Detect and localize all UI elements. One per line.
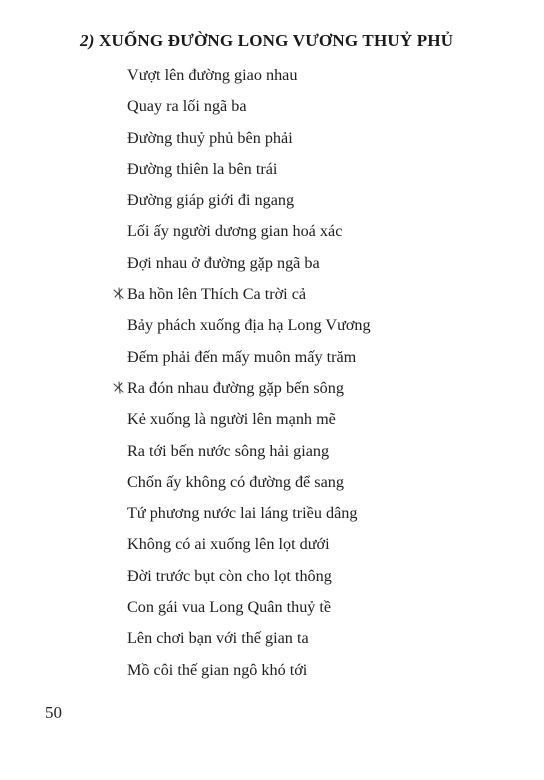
verse-line <box>127 596 507 627</box>
verse-line <box>127 408 507 439</box>
verse-list <box>127 64 507 690</box>
verse-line <box>127 627 507 658</box>
verse-text: Quay ra lối ngã ba <box>127 97 247 116</box>
verse-text: Vượt lên đường giao nhau <box>127 66 298 84</box>
verse-text: Đời trước bụt còn cho lọt thông <box>127 566 332 585</box>
verse-line <box>127 64 507 95</box>
verse-text: Đường giáp giới đi ngang <box>127 191 295 210</box>
verse-text: Đếm phải đến mấy muôn mấy trăm <box>127 347 357 366</box>
page-number: 50 <box>45 703 62 722</box>
verse-line <box>127 95 507 126</box>
verse-line <box>127 565 507 596</box>
verse-line <box>127 533 507 564</box>
verse-text: Tứ phương nước lai láng triều dâng <box>127 504 358 523</box>
handwritten-mark-icon <box>113 286 125 300</box>
verse-text: Lối ấy người dương gian hoá xác <box>127 222 343 241</box>
verse-text: Chốn ấy không có đường để sang <box>127 472 344 491</box>
verse-text: Ra đón nhau đường gặp bến sông <box>127 378 344 397</box>
verse-text: Ba hồn lên Thích Ca trời cả <box>127 285 307 304</box>
verse-text: Kẻ xuống là người lên mạnh mẽ <box>127 410 336 429</box>
handwritten-mark-icon <box>113 380 125 394</box>
verse-text: Mồ côi thế gian ngô khó tới <box>127 660 308 679</box>
verse-text: Không có ai xuống lên lọt dưới <box>127 535 330 554</box>
verse-line <box>127 283 507 314</box>
verse-text: Đợi nhau ở đường gặp ngã ba <box>127 253 320 272</box>
verse-text: Ra tới bến nước sông hải giang <box>127 441 330 460</box>
section-title: XUỐNG ĐƯỜNG LONG VƯƠNG THUỶ PHỦ <box>99 31 454 50</box>
verse-line <box>127 377 507 408</box>
verse-text: Đường thiên la bên trái <box>127 159 278 178</box>
verse-text: Đường thuỷ phủ bên phải <box>127 128 293 147</box>
verse-text: Bảy phách xuống địa hạ Long Vương <box>127 316 371 335</box>
verse-line <box>127 314 507 345</box>
verse-line <box>127 127 507 158</box>
verse-line <box>127 440 507 471</box>
verse-text: Con gái vua Long Quân thuỷ tề <box>127 598 332 617</box>
verse-line <box>127 471 507 502</box>
section-heading <box>80 31 520 51</box>
verse-line <box>127 252 507 283</box>
verse-line <box>127 502 507 533</box>
section-number: 2) <box>80 31 95 50</box>
verse-line <box>127 189 507 220</box>
verse-line <box>127 158 507 189</box>
verse-line <box>127 659 507 690</box>
verse-text: Lên chơi bạn với thế gian ta <box>127 629 309 648</box>
verse-line <box>127 346 507 377</box>
verse-line <box>127 220 507 251</box>
